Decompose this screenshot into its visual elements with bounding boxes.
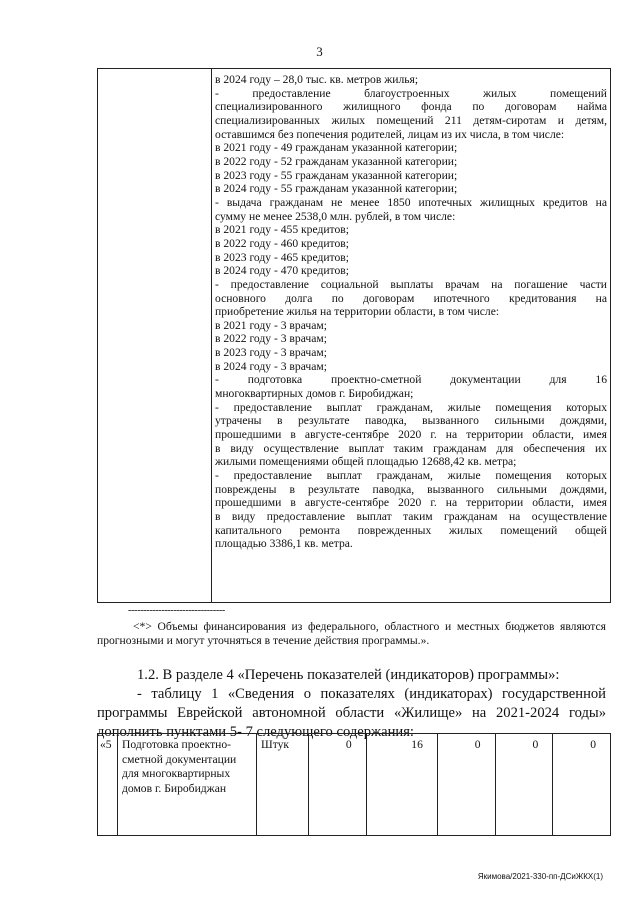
- section-heading: 1.2. В разделе 4 «Перечень показателей (индикаторов) программы»:: [137, 667, 560, 683]
- text-line: утрачены в результате паводка, вызванного сильными дождями,: [215, 414, 607, 428]
- text-line: в 2022 году - 52 гражданам указанной категории;: [215, 154, 458, 168]
- row-value: 0: [437, 734, 495, 836]
- text-line: приобретение жилья на территории области, в том числе:: [215, 305, 500, 319]
- text-line: в 2024 году - 470 кредитов;: [215, 264, 349, 278]
- text-line: - предоставление социальной выплаты врачам на погашение части: [215, 277, 607, 291]
- row-unit: Штук: [257, 734, 309, 836]
- page-number: 3: [316, 44, 323, 59]
- text-line: площадью 3386,1 кв. метра.: [215, 537, 353, 551]
- text-line: - предоставление выплат гражданам, жилые помещения которых: [215, 469, 607, 483]
- column-divider: [211, 69, 212, 602]
- table-row: [98, 734, 611, 836]
- text-line: в 2021 году - 3 врачам;: [215, 318, 327, 332]
- text-line: специализированного жилищного фонда по договорам найма: [215, 100, 607, 114]
- text-line: повреждены в результате паводка, вызванного сильными дождями,: [215, 482, 607, 496]
- text-line: специализированных жилых помещений 211 детям-сиротам и детям,: [215, 113, 607, 127]
- text-line: в 2023 году - 465 кредитов;: [215, 250, 349, 264]
- text-line: в виду осуществление выплат таким гражданам для обеспечения их: [215, 441, 607, 455]
- indicators-table: [97, 733, 611, 836]
- document-stamp: Якимова/2021-330-пп-ДСиЖКХ(1): [477, 872, 603, 881]
- text-line: - выдача гражданам не менее 1850 ипотечных жилищных кредитов на: [215, 195, 607, 209]
- row-name: Подготовка проектно-сметной документации для многоквартирных домов г. Биробиджан: [118, 734, 257, 836]
- section-1-2: [97, 666, 606, 742]
- row-value: 0: [553, 734, 611, 836]
- text-line: многоквартирных домов г. Биробиджан;: [215, 387, 414, 401]
- text-line: в 2023 году - 3 врачам;: [215, 346, 327, 360]
- row-value: 0: [495, 734, 553, 836]
- text-line: сумму не менее 2538,0 млн. рублей, в том числе:: [215, 209, 456, 223]
- upper-table: [97, 68, 611, 603]
- section-body: - таблицу 1 «Сведения о показателях (индикаторах) государственной программы Еврейской автономной области «Жилище» на 2021-2024 годы» дополнить пунктами 5- 7 следующего содержания:: [97, 686, 606, 740]
- footnote-separator: --------------------------------: [128, 605, 225, 616]
- row-number: «5: [98, 734, 118, 836]
- text-line: в 2022 году - 460 кредитов;: [215, 236, 349, 250]
- text-line: в 2023 году - 55 гражданам указанной категории;: [215, 168, 458, 182]
- text-line: жилыми помещениями общей площадью 12688,42 кв. метра;: [215, 455, 517, 469]
- text-line: - предоставление выплат гражданам, жилые помещения которых: [215, 400, 607, 414]
- text-line: в виду предоставление выплат таким гражданам на осуществление: [215, 510, 607, 523]
- footnote-text: <*> Объемы финансирования из федерального, областного и местных бюджетов являются прогнозными и могут уточняться в течение действия программы.».: [97, 620, 606, 647]
- text-line: прошедшими в августе-сентябре 2020 г. на территории области, имея: [215, 428, 607, 442]
- text-line: в 2021 году - 49 гражданам указанной категории;: [215, 141, 458, 155]
- text-line: в 2021 году - 455 кредитов;: [215, 223, 349, 237]
- text-line: капитального ремонта поврежденных жилых помещений общей: [215, 523, 607, 537]
- text-line: в 2024 году - 55 гражданам указанной категории;: [215, 182, 458, 196]
- text-line: основного долга по договорам ипотечного кредитования на: [215, 291, 607, 305]
- text-line: - подготовка проектно-сметной документации для 16: [215, 373, 607, 387]
- row-value: 0: [309, 734, 367, 836]
- text-line: - предоставление благоустроенных жилых помещений: [215, 86, 607, 100]
- text-line: оставшимся без попечения родителей, лицам из их числа, в том числе:: [215, 127, 565, 141]
- row-value: 16: [366, 734, 437, 836]
- upper-table-text: [215, 73, 607, 551]
- text-line: в 2022 году - 3 врачам;: [215, 332, 327, 346]
- text-line: прошедшими в августе-сентябре 2020 г. на территории области, имея: [215, 496, 607, 510]
- text-line: в 2024 году – 28,0 тыс. кв. метров жилья;: [215, 73, 419, 86]
- text-line: в 2024 году - 3 врачам;: [215, 359, 327, 373]
